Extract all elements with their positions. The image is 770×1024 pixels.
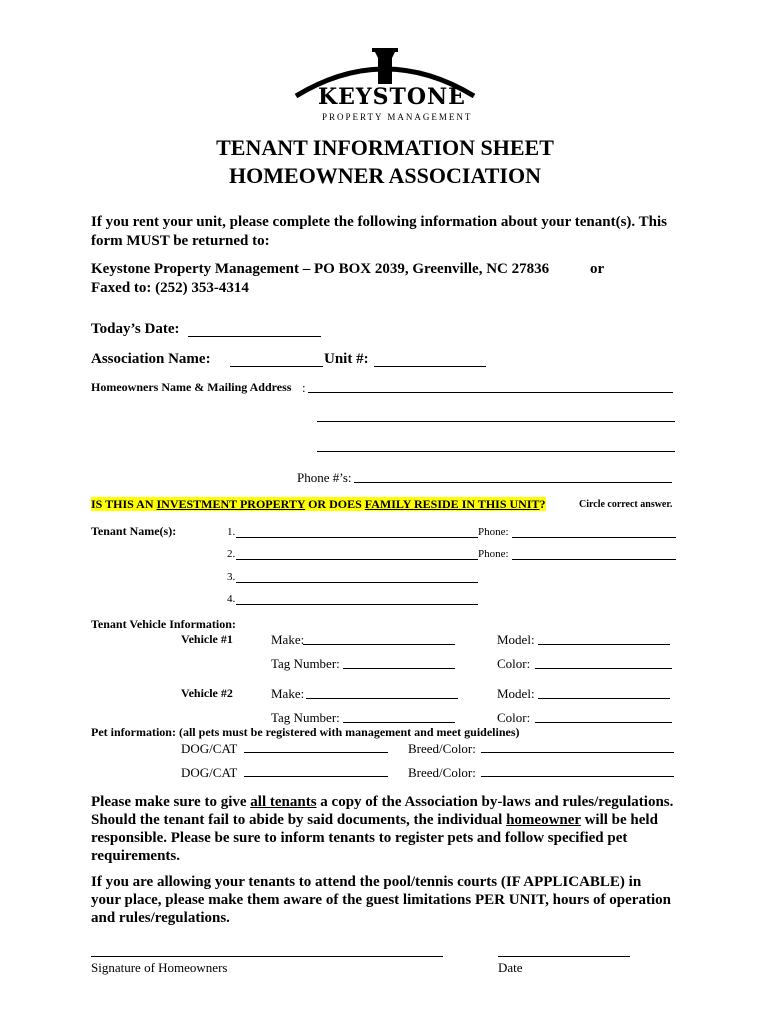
tenant-row-num: 1. (227, 526, 236, 538)
tenant-name-field-1[interactable] (236, 537, 478, 538)
vehicle-2-model-field[interactable] (538, 698, 670, 699)
vehicle-1-label: Vehicle #1 (181, 632, 233, 646)
mailing-address-line-2[interactable] (317, 421, 675, 422)
circle-answer-note: Circle correct answer. (579, 499, 673, 510)
tenant-phone-field-1[interactable] (512, 537, 676, 538)
vehicle-2-make-label: Make: (271, 686, 305, 701)
mailing-address-line-3[interactable] (317, 451, 675, 452)
tenant-name-field-2[interactable] (236, 559, 478, 560)
title-line-1: TENANT INFORMATION SHEET (216, 135, 554, 160)
intro-line-2: form MUST be returned to: (91, 233, 270, 249)
logo-name: KEYSTONE (318, 84, 466, 110)
pet-2-type-field[interactable] (244, 776, 388, 777)
notice-2-line-3: and rules/regulations. (91, 910, 230, 926)
notice-1-line-2: Should the tenant fail to abide by said documents, the individual homeowner will be held (91, 812, 658, 828)
date-label: Date (498, 960, 523, 975)
todays-date-field[interactable] (188, 336, 321, 337)
vehicle-1-model-label: Model: (497, 632, 535, 647)
return-address: Keystone Property Management – PO BOX 2039, Greenville, NC 27836 (91, 261, 550, 277)
signature-field[interactable] (91, 956, 443, 957)
vehicle-2-make-field[interactable] (306, 698, 458, 699)
tenant-phone-label: Phone: (478, 526, 509, 538)
pet-info-label: Pet information: (all pets must be registered with management and meet guidelines) (91, 725, 520, 739)
association-name-field[interactable] (230, 366, 323, 367)
investment-question: IS THIS AN INVESTMENT PROPERTY OR DOES FAMILY RESIDE IN THIS UNIT? (91, 497, 546, 511)
vehicle-2-color-label: Color: (497, 710, 531, 725)
association-name-label: Association Name: (91, 351, 211, 367)
vehicle-2-tag-label: Tag Number: (271, 710, 340, 725)
investment-property-option[interactable]: INVESTMENT PROPERTY (156, 497, 306, 511)
tenant-row-num: 2. (227, 548, 236, 560)
intro-line-1: If you rent your unit, please complete the following information about your tenant(s). This (91, 214, 667, 230)
tenant-phone-label: Phone: (478, 548, 509, 560)
pet-1-breed-field[interactable] (481, 752, 674, 753)
notice-1-line-3: responsible. Please be sure to inform tenants to register pets and follow specified pet (91, 830, 628, 846)
vehicle-1-make-label: Make: (271, 632, 305, 647)
tenant-name-field-3[interactable] (236, 582, 478, 583)
unit-field[interactable] (374, 366, 486, 367)
title-line-2: HOMEOWNER ASSOCIATION (229, 163, 541, 188)
date-field[interactable] (498, 956, 630, 957)
notice-1-line-1: Please make sure to give all tenants a copy of the Association by-laws and rules/regulations. (91, 794, 674, 810)
unit-label: Unit #: (324, 351, 369, 367)
pet-type-label: DOG/CAT (181, 765, 238, 780)
vehicle-1-color-label: Color: (497, 656, 531, 671)
pet-1-type-field[interactable] (244, 752, 388, 753)
phones-field[interactable] (354, 482, 672, 483)
vehicle-1-tag-label: Tag Number: (271, 656, 340, 671)
vehicle-2-tag-field[interactable] (343, 722, 455, 723)
vehicle-2-label: Vehicle #2 (181, 686, 233, 700)
vehicle-2-color-field[interactable] (535, 722, 672, 723)
pet-breed-label: Breed/Color: (408, 741, 476, 756)
logo-tagline: PROPERTY MANAGEMENT (322, 112, 473, 122)
tenant-row-num: 4. (227, 593, 236, 605)
phones-label: Phone #’s: (297, 470, 352, 485)
pet-type-label: DOG/CAT (181, 741, 238, 756)
signature-label: Signature of Homeowners (91, 960, 228, 975)
tenant-row-num: 3. (227, 571, 236, 583)
notice-2-line-1: If you are allowing your tenants to attend the pool/tennis courts (IF APPLICABLE) in (91, 874, 642, 890)
vehicle-info-label: Tenant Vehicle Information: (91, 617, 236, 631)
tenant-names-label: Tenant Name(s): (91, 524, 177, 538)
keystone-logo (288, 44, 482, 126)
tenant-name-field-4[interactable] (236, 604, 478, 605)
family-reside-option[interactable]: FAMILY RESIDE IN THIS UNIT (364, 497, 540, 511)
vehicle-2-model-label: Model: (497, 686, 535, 701)
todays-date-label: Today’s Date: (91, 321, 180, 337)
mailing-address-line-1[interactable] (308, 392, 673, 393)
homeowners-colon: : (302, 380, 306, 395)
notice-2-line-2: your place, please make them aware of the guest limitations PER UNIT, hours of operation (91, 892, 671, 908)
vehicle-1-tag-field[interactable] (343, 668, 455, 669)
vehicle-1-make-field[interactable] (303, 644, 455, 645)
vehicle-1-color-field[interactable] (535, 668, 672, 669)
tenant-phone-field-2[interactable] (512, 559, 676, 560)
notice-1-line-4: requirements. (91, 848, 181, 864)
homeowners-name-label: Homeowners Name & Mailing Address (91, 380, 292, 394)
return-fax: Faxed to: (252) 353-4314 (91, 280, 249, 296)
vehicle-1-model-field[interactable] (538, 644, 670, 645)
pet-breed-label: Breed/Color: (408, 765, 476, 780)
pet-2-breed-field[interactable] (481, 776, 674, 777)
return-or: or (590, 261, 605, 277)
